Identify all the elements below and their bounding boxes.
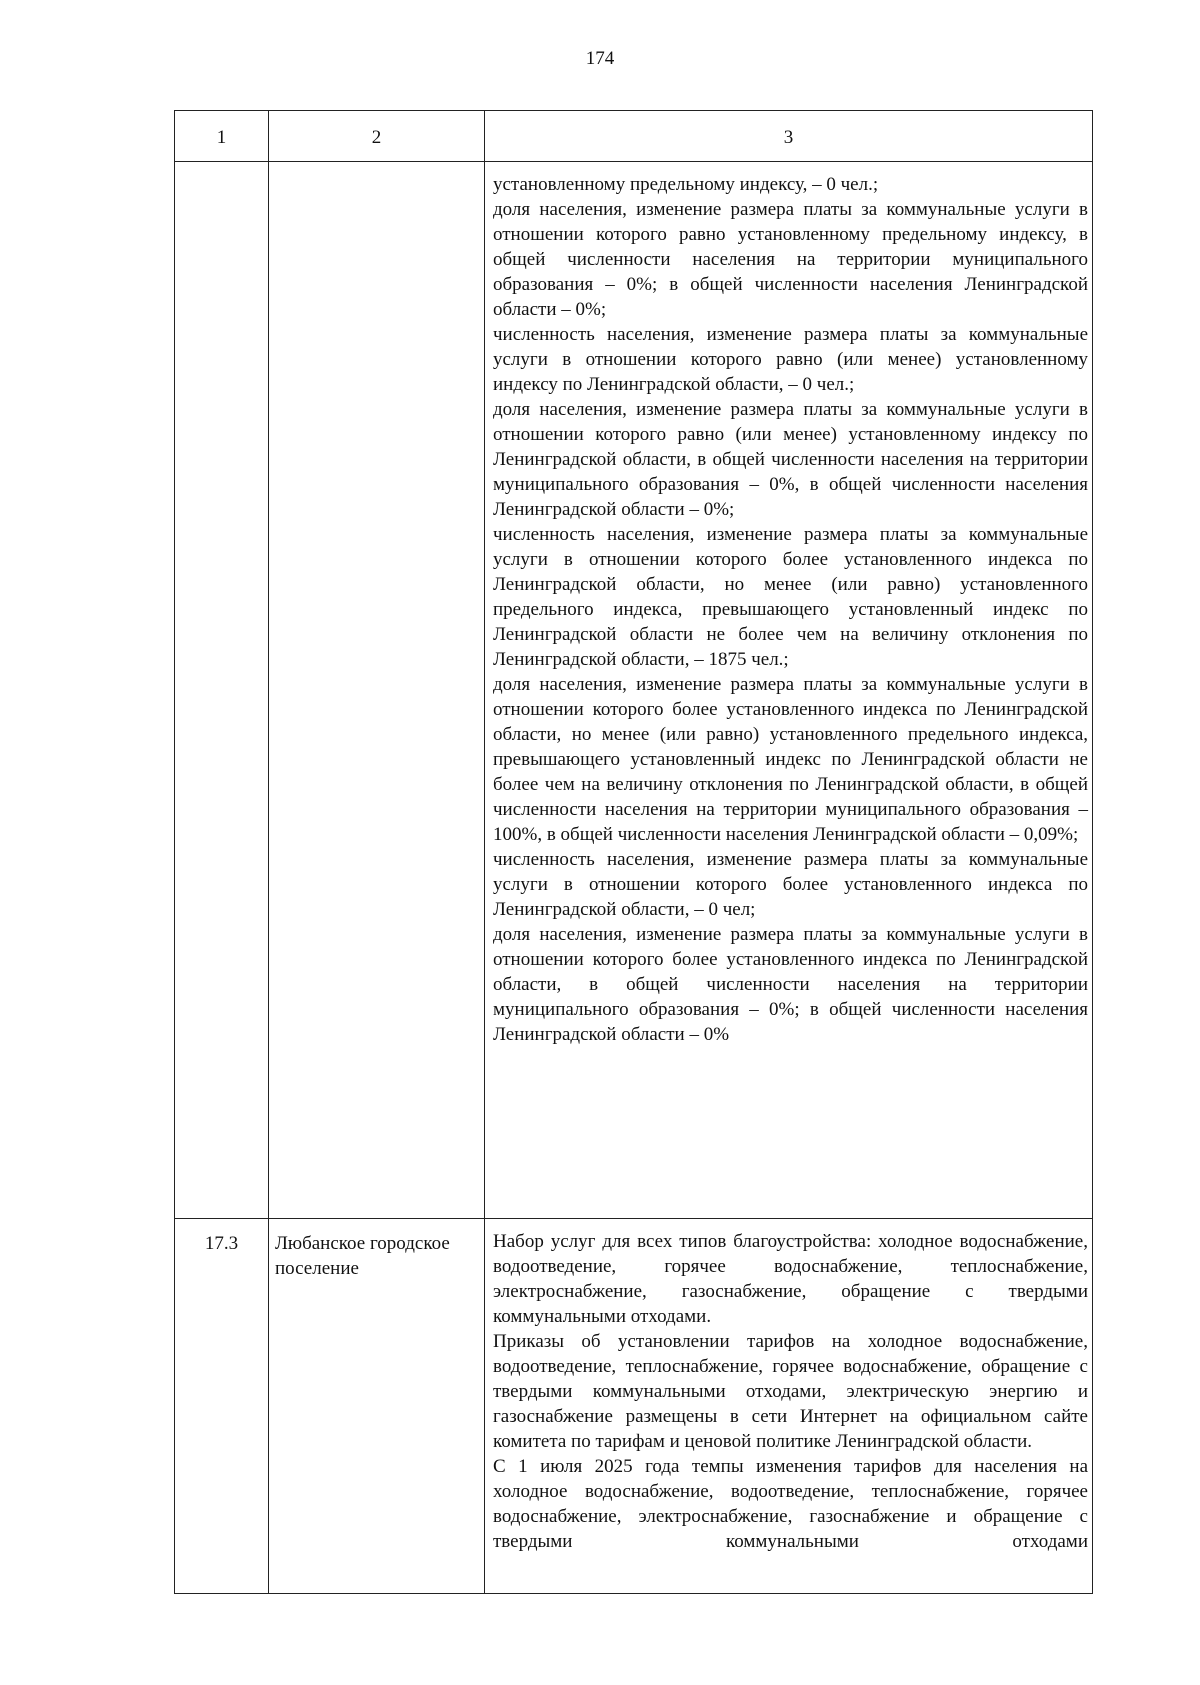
document-table [174,110,1093,1594]
paragraph: численность населения, изменение размера платы за коммунальные услуги в отношении которого более установленного индекса по Ленинградской области, – 0 чел; [493,849,1088,920]
table-row [175,1219,1093,1594]
paragraph: доля населения, изменение размера платы за коммунальные услуги в отношении которого равно установленному предельному индексу, в общей численности населения на территории муниципального образования – 0%; в общей численности населения Ленинградской области – 0%; [493,199,1088,320]
paragraph: Набор услуг для всех типов благоустройства: холодное водоснабжение, водоотведение, горячее водоснабжение, теплоснабжение, электроснабжение, газоснабжение, обращение с твердыми коммунальными отходами. [493,1231,1088,1327]
page-number: 174 [585,48,615,69]
paragraph: доля населения, изменение размера платы за коммунальные услуги в отношении которого более установленного индекса по Ленинградской области, но менее (или равно) установленного предельного индекса, превышающего установленный индекс по Ленинградской области не более чем на величину отклонения по Ленинградской области, в общей численности населения на территории муниципального образования – 100%, в общей численности населения Ленинградской области – 0,09%; [493,674,1088,845]
paragraph: доля населения, изменение размера платы за коммунальные услуги в отношении которого равно (или менее) установленному индексу по Ленинградской области, в общей численности населения на территории муниципального образования – 0%, в общей численности населения Ленинградской области – 0%; [493,399,1088,520]
paragraph: Приказы об установлении тарифов на холодное водоснабжение, водоотведение, теплоснабжение, горячее водоснабжение, обращение с твердыми коммунальными отходами, электрическую энергию и газоснабжение размещены в сети Интернет на официальном сайте комитета по тарифам и ценовой политике Ленинградской области. [493,1331,1088,1452]
header-col-1: 1 [175,111,269,162]
header-col-3: 3 [485,111,1093,162]
table-header-row [175,111,1093,162]
settlement-name-cell [269,162,485,1219]
settlement-name-cell: Любанское городское поселение [269,1219,485,1594]
paragraph: численность населения, изменение размера платы за коммунальные услуги в отношении которого равно (или менее) установленному индексу по Ленинградской области, – 0 чел.; [493,324,1088,395]
paragraph: численность населения, изменение размера платы за коммунальные услуги в отношении которого более установленного индекса по Ленинградской области, но менее (или равно) установленного предельного индекса, превышающего установленный индекс по Ленинградской области не более чем на величину отклонения по Ленинградской области, – 1875 чел.; [493,524,1088,670]
description-cell [485,1219,1093,1594]
row-number-cell: 17.3 [175,1219,269,1594]
paragraph: доля населения, изменение размера платы за коммунальные услуги в отношении которого более установленного индекса по Ленинградской области, в общей численности населения на территории муниципального образования – 0%; в общей численности населения Ленинградской области – 0% [493,924,1088,1045]
table-row [175,162,1093,1219]
row-number-cell [175,162,269,1219]
description-cell [485,162,1093,1219]
paragraph: С 1 июля 2025 года темпы изменения тарифов для населения на холодное водоснабжение, водоотведение, теплоснабжение, горячее водоснабжение, электроснабжение, газоснабжение и обращение с твердыми коммунальными отходами [493,1456,1088,1552]
paragraph: установленному предельному индексу, – 0 чел.; [493,174,879,195]
header-col-2: 2 [269,111,485,162]
